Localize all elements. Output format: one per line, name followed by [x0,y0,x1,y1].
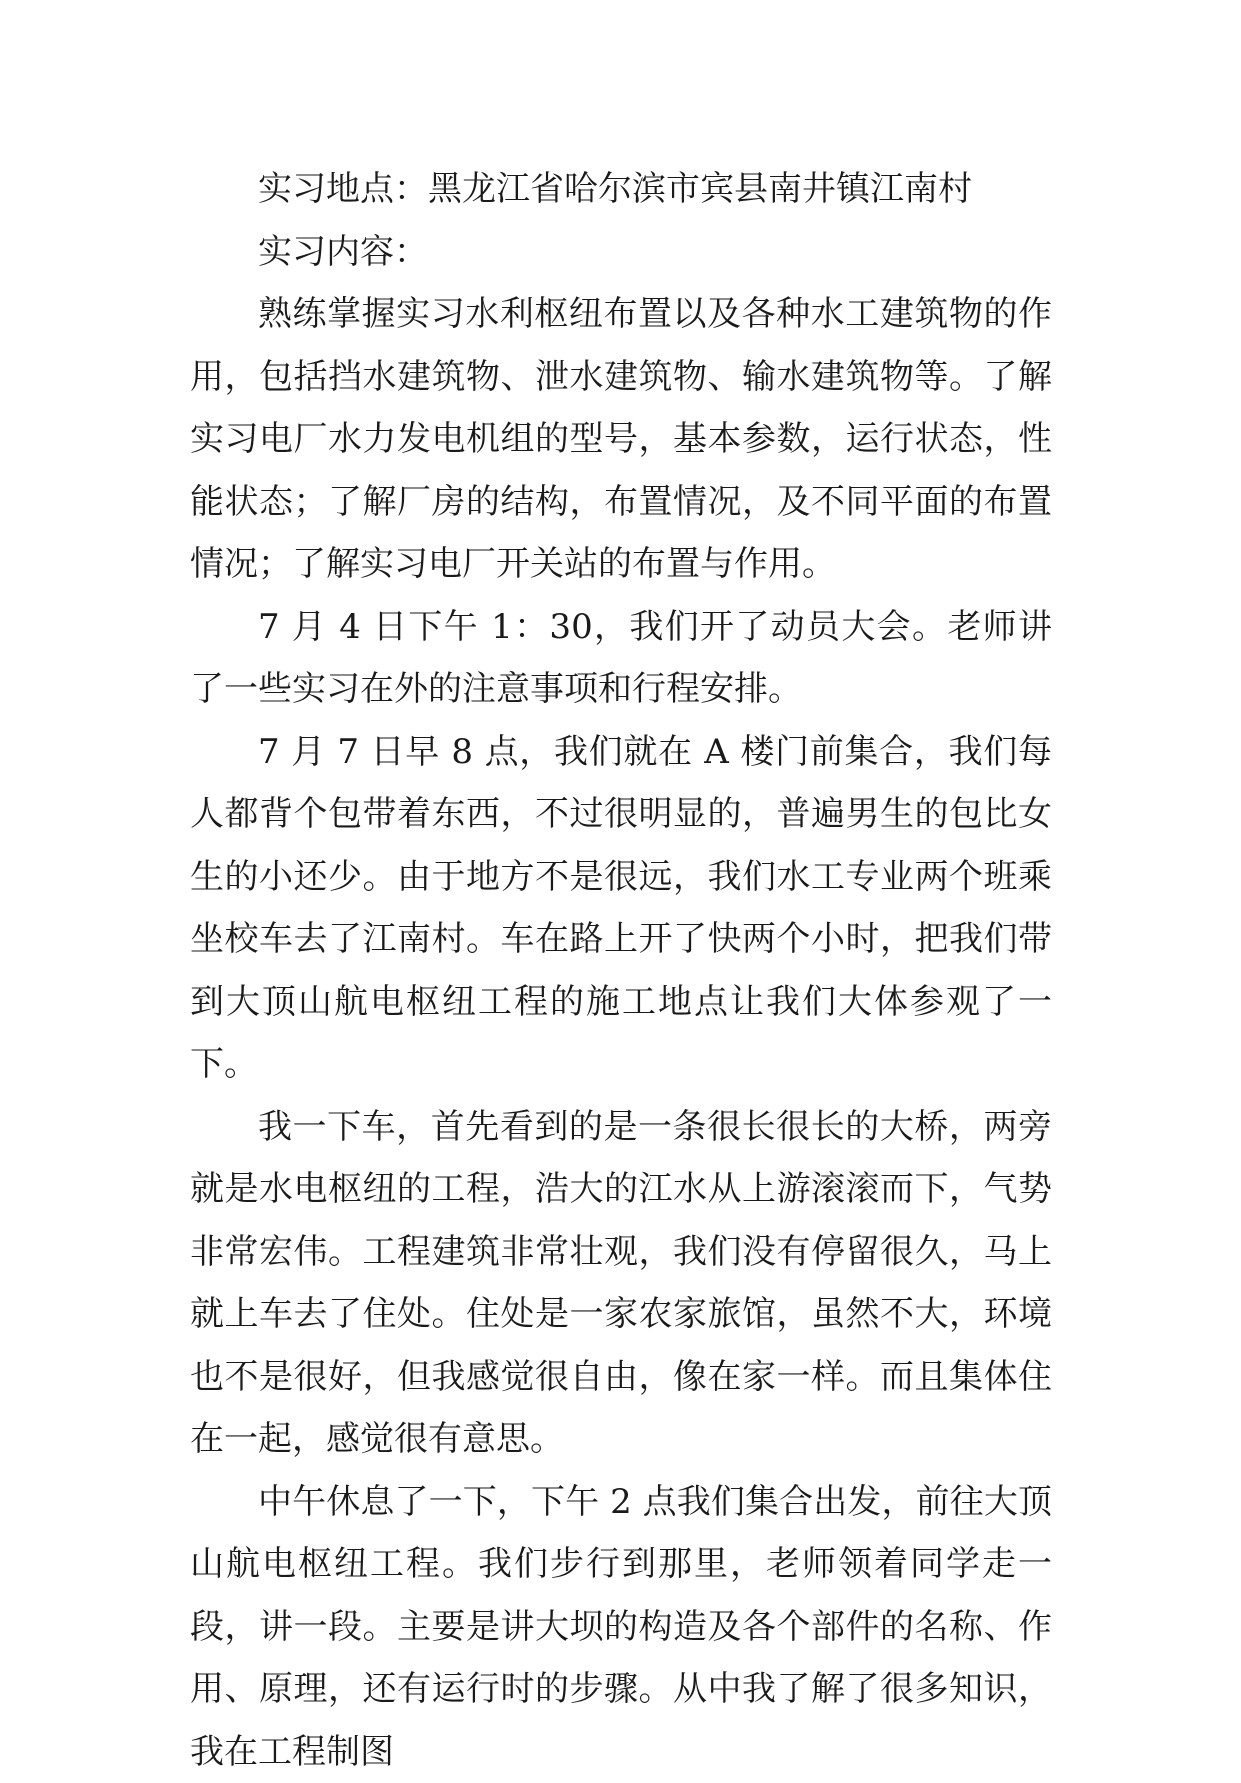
paragraph-departure: 7 月 7 日早 8 点，我们就在 A 楼门前集合，我们每人都背个包带着东西，不过很明显的，普遍男生的包比女生的小还少。由于地方不是很远，我们水工专业两个班乘坐校车去了江南村。车在路上开了快两个小时，把我们带到大顶山航电枢纽工程的施工地点让我们大体参观了一下。 [190,721,1052,1096]
paragraph-content-heading: 实习内容： [190,221,1052,284]
paragraph-afternoon-visit: 中午休息了一下，下午 2 点我们集合出发，前往大顶山航电枢纽工程。我们步行到那里，老师领着同学走一段，讲一段。主要是讲大坝的构造及各个部件的名称、作用、原理，还有运行时的步骤。从中我了解了很多知识，我在工程制图 [190,1471,1052,1783]
paragraph-mobilization-meeting: 7 月 4 日下午 1：30，我们开了动员大会。老师讲了一些实习在外的注意事项和行程安排。 [190,596,1052,721]
document-body [190,158,1052,1783]
paragraph-location: 实习地点：黑龙江省哈尔滨市宾县南井镇江南村 [190,158,1052,221]
paragraph-arrival: 我一下车，首先看到的是一条很长很长的大桥，两旁就是水电枢纽的工程，浩大的江水从上游滚滚而下，气势非常宏伟。工程建筑非常壮观，我们没有停留很久，马上就上车去了住处。住处是一家农家旅馆，虽然不大，环境也不是很好，但我感觉很自由，像在家一样。而且集体住在一起，感觉很有意思。 [190,1096,1052,1471]
paragraph-objectives: 熟练掌握实习水利枢纽布置以及各种水工建筑物的作用，包括挡水建筑物、泄水建筑物、输水建筑物等。了解实习电厂水力发电机组的型号，基本参数，运行状态，性能状态；了解厂房的结构，布置情况，及不同平面的布置情况；了解实习电厂开关站的布置与作用。 [190,283,1052,596]
